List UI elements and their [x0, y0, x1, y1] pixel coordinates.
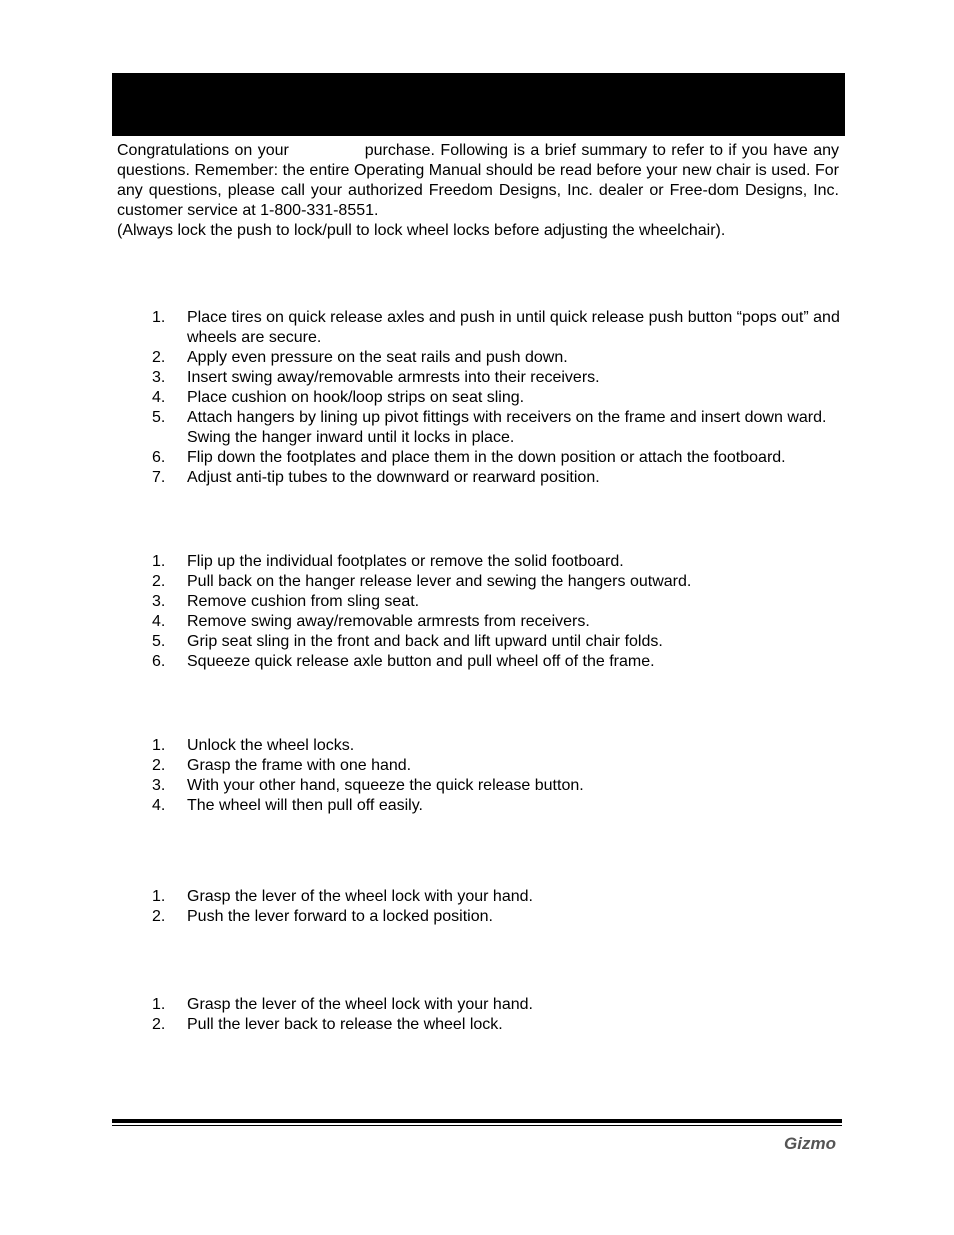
list-item-number: 2.	[152, 757, 166, 774]
list-item-number: 6.	[152, 653, 166, 670]
list-item-number: 4.	[152, 613, 166, 630]
list-item-number: 3.	[152, 593, 166, 610]
list-item	[152, 796, 842, 816]
list-item-text: Apply even pressure on the seat rails and push down.	[187, 349, 568, 366]
list-item-text: Grasp the frame with one hand.	[187, 757, 412, 774]
intro-text-after: purchase. Following is a brief summary to refer to if you have any questions. Remember: the entire Operating Manual should be read before your new chair is used. For any questions, please call your authorized Freedom Designs, Inc. dealer or Free-dom Designs, Inc. customer service at 1-800-331-8551.	[117, 142, 839, 219]
list-item-number: 5.	[152, 633, 166, 650]
list-item-text: Push the lever forward to a locked position.	[187, 908, 493, 925]
list-item-number: 3.	[152, 369, 166, 386]
list-item-number: 1.	[152, 309, 166, 326]
list-item-number: 4.	[152, 389, 166, 406]
list-item-number: 1.	[152, 737, 166, 754]
list-item	[152, 907, 842, 927]
wheel-unlock-steps-list	[152, 995, 842, 1035]
intro-section	[117, 141, 839, 241]
list-item-text: Attach hangers by lining up pivot fittings with receivers on the frame and insert down ward. Swing the hanger inward until it locks in place.	[187, 409, 827, 446]
list-item-text: Place cushion on hook/loop strips on seat sling.	[187, 389, 525, 406]
list-item-number: 2.	[152, 908, 166, 925]
list-item-text: Grasp the lever of the wheel lock with your hand.	[187, 996, 533, 1013]
list-item	[152, 1015, 842, 1035]
list-item	[152, 348, 842, 368]
list-item-text: The wheel will then pull off easily.	[187, 797, 423, 814]
list-item	[152, 632, 842, 652]
list-item	[152, 308, 842, 348]
list-item	[152, 887, 842, 907]
list-item-text: Remove swing away/removable armrests from receivers.	[187, 613, 590, 630]
wheel-lock-steps-list	[152, 887, 842, 927]
list-item-number: 6.	[152, 449, 166, 466]
list-item-text: Place tires on quick release axles and push in until quick release push button “pops out” and wheels are secure.	[187, 309, 840, 346]
list-item	[152, 995, 842, 1015]
list-item-number: 2.	[152, 349, 166, 366]
intro-text-before: Congratulations on your	[117, 142, 289, 159]
list-item-text: Unlock the wheel locks.	[187, 737, 355, 754]
list-item-number: 3.	[152, 777, 166, 794]
list-item-text: Flip down the footplates and place them in the down position or attach the footboard.	[187, 449, 786, 466]
list-item-text: With your other hand, squeeze the quick release button.	[187, 777, 584, 794]
list-item-number: 2.	[152, 1016, 166, 1033]
wheel-removal-steps-list	[152, 736, 842, 816]
list-item-text: Squeeze quick release axle button and pull wheel off of the frame.	[187, 653, 655, 670]
intro-paragraph	[117, 141, 839, 221]
list-item-number: 1.	[152, 996, 166, 1013]
list-item	[152, 736, 842, 756]
list-item	[152, 448, 842, 468]
list-item-text: Insert swing away/removable armrests into their receivers.	[187, 369, 600, 386]
setup-steps-list	[152, 308, 842, 488]
list-item-text: Pull back on the hanger release lever and sewing the hangers outward.	[187, 573, 692, 590]
list-item	[152, 572, 842, 592]
footer-brand: Gizmo	[784, 1134, 836, 1153]
list-item-number: 5.	[152, 409, 166, 426]
list-item-number: 1.	[152, 553, 166, 570]
list-item	[152, 592, 842, 612]
list-item-number: 4.	[152, 797, 166, 814]
footer-rule-thick	[112, 1119, 842, 1123]
fold-steps-list	[152, 552, 842, 672]
list-item	[152, 552, 842, 572]
list-item-text: Flip up the individual footplates or remove the solid footboard.	[187, 553, 624, 570]
list-item-text: Pull the lever back to release the wheel lock.	[187, 1016, 503, 1033]
intro-note: (Always lock the push to lock/pull to lock wheel locks before adjusting the wheelchair).	[117, 222, 726, 239]
list-item	[152, 388, 842, 408]
list-item	[152, 612, 842, 632]
list-item-text: Grasp the lever of the wheel lock with your hand.	[187, 888, 533, 905]
list-item-number: 1.	[152, 888, 166, 905]
list-item	[152, 776, 842, 796]
list-item	[152, 408, 842, 448]
footer-rule-thin	[112, 1125, 842, 1126]
list-item-number: 2.	[152, 573, 166, 590]
list-item	[152, 468, 842, 488]
list-item-text: Grip seat sling in the front and back and lift upward until chair folds.	[187, 633, 663, 650]
list-item-text: Remove cushion from sling seat.	[187, 593, 420, 610]
header-bar	[112, 73, 845, 136]
list-item	[152, 756, 842, 776]
list-item	[152, 652, 842, 672]
list-item	[152, 368, 842, 388]
list-item-number: 7.	[152, 469, 166, 486]
list-item-text: Adjust anti-tip tubes to the downward or rearward position.	[187, 469, 600, 486]
